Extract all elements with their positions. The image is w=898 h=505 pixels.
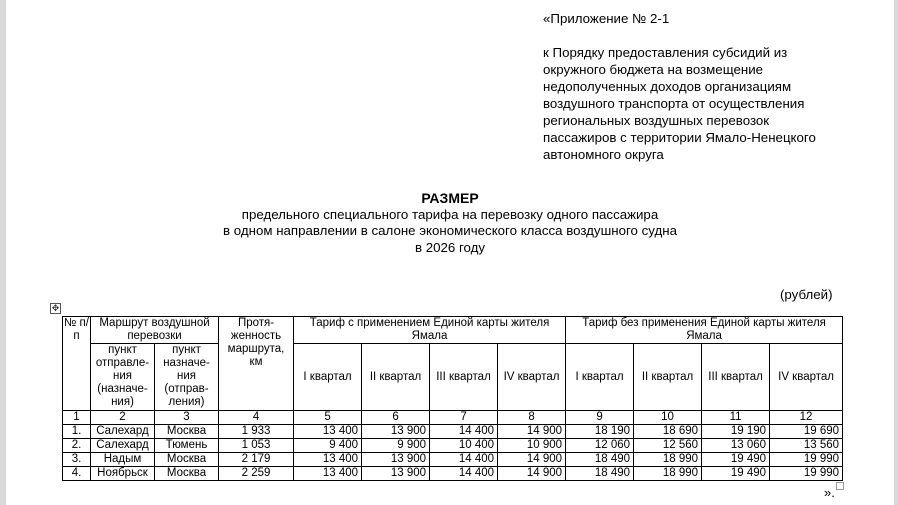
row-without-q1: 18 490	[566, 467, 634, 481]
row-to: Москва	[155, 453, 219, 467]
header-quarter: II квартал	[634, 344, 702, 411]
table-row	[63, 467, 843, 481]
header-no: № п/п	[63, 317, 91, 411]
appendix-line: недополученных доходов организациям	[543, 79, 792, 94]
header-route: Маршрут воздушной перевозки	[91, 317, 219, 344]
row-without-q3: 19 190	[702, 425, 770, 439]
heading-line: предельного специального тарифа на перевозку одного пассажира	[241, 206, 659, 222]
header-destination: пункт назначе-ния (отправ-ления)	[155, 344, 219, 411]
header-length: Протя-женность маршрута, км	[219, 317, 294, 411]
row-with-q1: 9 400	[294, 439, 362, 453]
row-no: 1.	[63, 425, 91, 439]
header-quarter: III квартал	[702, 344, 770, 411]
row-without-q4: 19 690	[770, 425, 843, 439]
row-without-q2: 18 990	[634, 467, 702, 481]
header-quarter: I квартал	[294, 344, 362, 411]
appendix-line: к Порядку предоставления субсидий из	[543, 45, 788, 60]
page-edge-left	[0, 0, 6, 505]
row-from: Надым	[91, 453, 155, 467]
row-without-q4: 19 990	[770, 453, 843, 467]
row-without-q3: 19 490	[702, 467, 770, 481]
header-quarter: IV квартал	[770, 344, 843, 411]
column-number: 4	[219, 411, 294, 425]
row-no: 2.	[63, 439, 91, 453]
row-with-q3: 10 400	[430, 439, 498, 453]
closing-quote: ».	[824, 485, 835, 500]
column-number: 6	[362, 411, 430, 425]
header-quarter: III квартал	[430, 344, 498, 411]
row-km: 2 179	[219, 453, 294, 467]
row-km: 1 933	[219, 425, 294, 439]
row-without-q1: 18 490	[566, 453, 634, 467]
document-title: РАЗМЕР	[421, 190, 479, 206]
column-number-row	[63, 411, 843, 425]
row-without-q3: 13 060	[702, 439, 770, 453]
row-with-q4: 14 900	[498, 453, 566, 467]
header-without-card: Тариф без применения Единой карты жителя Ямала	[566, 317, 843, 344]
column-number: 2	[91, 411, 155, 425]
row-without-q2: 18 990	[634, 453, 702, 467]
header-quarter: IV квартал	[498, 344, 566, 411]
row-without-q2: 12 560	[634, 439, 702, 453]
appendix-line: пассажиров с территории Ямало-Ненецкого	[543, 130, 816, 145]
row-from: Ноябрьск	[91, 467, 155, 481]
column-number: 12	[770, 411, 843, 425]
header-quarter: II квартал	[362, 344, 430, 411]
row-without-q4: 13 560	[770, 439, 843, 453]
heading-line: в 2026 году	[414, 239, 486, 255]
units-label: (рублей)	[780, 287, 833, 302]
table-row	[63, 425, 843, 439]
row-to: Москва	[155, 425, 219, 439]
heading-line: в одном направлении в салоне экономического класса воздушного судна	[223, 223, 677, 238]
row-no: 4.	[63, 467, 91, 481]
row-without-q4: 19 990	[770, 467, 843, 481]
table-row	[63, 439, 843, 453]
appendix-line: окружного бюджета на возмещение	[543, 62, 764, 77]
document-heading	[180, 190, 720, 256]
header-quarter: I квартал	[566, 344, 634, 411]
text-boundary-mark	[836, 482, 844, 490]
row-with-q1: 13 400	[294, 425, 362, 439]
appendix-number: «Приложение № 2-1	[543, 11, 670, 26]
tariff-table	[62, 316, 843, 481]
row-with-q4: 14 900	[498, 467, 566, 481]
row-with-q1: 13 400	[294, 453, 362, 467]
column-number: 11	[702, 411, 770, 425]
move-handle-icon[interactable]: ✥	[51, 303, 60, 313]
row-without-q3: 19 490	[702, 453, 770, 467]
column-number: 10	[634, 411, 702, 425]
appendix-line: региональных воздушных перевозок	[543, 113, 770, 128]
row-with-q1: 13 400	[294, 467, 362, 481]
column-number: 5	[294, 411, 362, 425]
column-number: 1	[63, 411, 91, 425]
table-row	[63, 453, 843, 467]
row-without-q1: 18 190	[566, 425, 634, 439]
page-edge-right	[894, 0, 898, 505]
row-without-q2: 18 690	[634, 425, 702, 439]
row-from: Салехард	[91, 425, 155, 439]
appendix-line: автономного округа	[543, 147, 664, 162]
column-number: 8	[498, 411, 566, 425]
row-with-q2: 13 900	[362, 425, 430, 439]
row-no: 3.	[63, 453, 91, 467]
row-without-q1: 12 060	[566, 439, 634, 453]
row-with-q2: 13 900	[362, 453, 430, 467]
row-km: 2 259	[219, 467, 294, 481]
row-with-q4: 10 900	[498, 439, 566, 453]
row-with-q2: 9 900	[362, 439, 430, 453]
column-number: 7	[430, 411, 498, 425]
header-with-card: Тариф с применением Единой карты жителя Ямала	[294, 317, 566, 344]
row-km: 1 053	[219, 439, 294, 453]
header-departure: пункт отправле-ния (назначе-ния)	[91, 344, 155, 411]
column-number: 3	[155, 411, 219, 425]
appendix-line: воздушного транспорта от осуществления	[543, 96, 805, 111]
row-with-q3: 14 400	[430, 453, 498, 467]
column-number: 9	[566, 411, 634, 425]
row-to: Тюмень	[155, 439, 219, 453]
row-with-q3: 14 400	[430, 467, 498, 481]
row-with-q4: 14 900	[498, 425, 566, 439]
row-to: Москва	[155, 467, 219, 481]
row-with-q3: 14 400	[430, 425, 498, 439]
row-from: Салехард	[91, 439, 155, 453]
appendix-block	[543, 10, 863, 163]
row-with-q2: 13 900	[362, 467, 430, 481]
